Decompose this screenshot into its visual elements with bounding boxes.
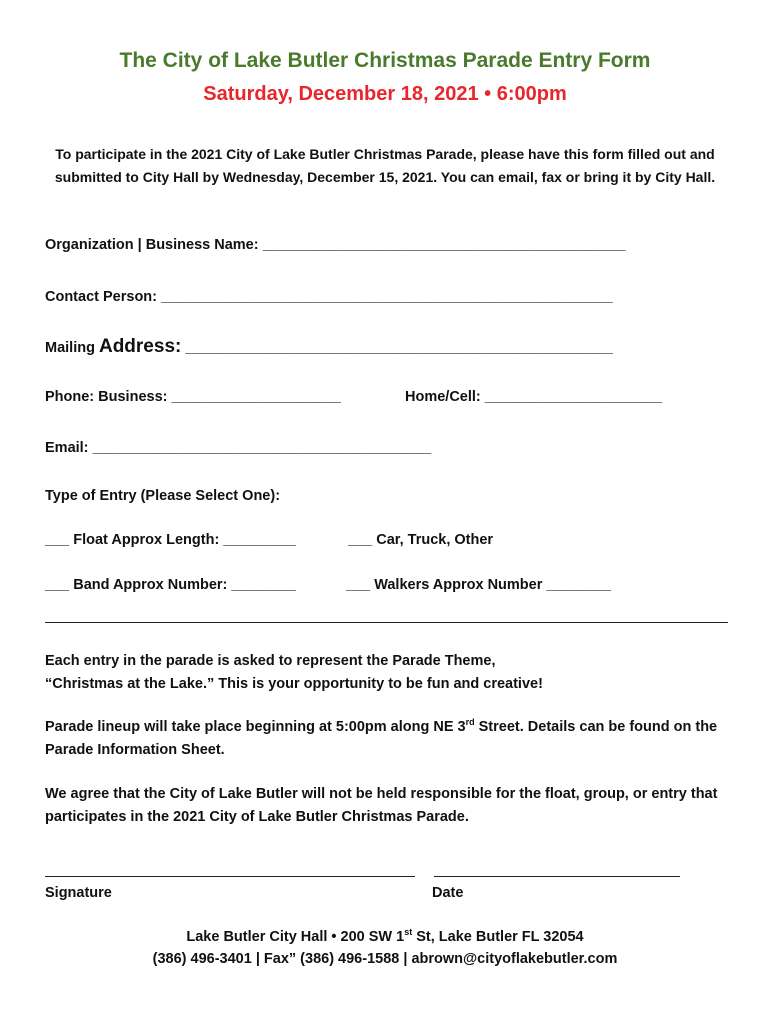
form-title: The City of Lake Butler Christmas Parade Entry Form: [119, 49, 651, 72]
theme-line-2: “Christmas at the Lake.” This is your opportunity to be fun and creative!: [45, 676, 543, 692]
footer-ordinal: st: [404, 927, 413, 937]
mailing-address-label: Address:: [98, 336, 182, 357]
lineup-paragraph: [45, 716, 735, 762]
intro-text: To participate in the 2021 City of Lake Butler Christmas Parade, please have this form filled out and submitted to City Hall by Wednesday, December 15, 2021. You can email, fax or bring it by City Hall.: [54, 146, 716, 185]
event-date-time: Saturday, December 18, 2021 • 6:00pm: [203, 83, 567, 105]
theme-line-1: Each entry in the parade is asked to represent the Parade Theme,: [45, 653, 496, 669]
band-option[interactable]: ___ Band Approx Number: ________: [45, 577, 296, 593]
theme-paragraph: [45, 650, 735, 696]
email-field[interactable]: Email: __________________________________________: [45, 440, 432, 456]
lineup-text-b: Street. Details can be found on the Parade Information Sheet.: [45, 719, 718, 758]
entry-type-heading: Type of Entry (Please Select One):: [45, 488, 281, 504]
mailing-prefix: Mailing: [45, 340, 99, 356]
car-truck-option[interactable]: ___ Car, Truck, Other: [348, 532, 494, 548]
date-line[interactable]: [434, 876, 680, 877]
float-option[interactable]: ___ Float Approx Length: _________: [45, 532, 296, 548]
section-divider: [45, 622, 728, 623]
signature-line[interactable]: [45, 876, 415, 877]
date-label: Date: [432, 885, 464, 901]
footer-address: [0, 929, 770, 945]
mailing-address-line: _____________________________________________________: [181, 340, 613, 356]
footer-address-b: St, Lake Butler FL 32054: [412, 929, 584, 945]
footer-address-a: Lake Butler City Hall • 200 SW 1: [186, 929, 405, 945]
footer-contact: (386) 496-3401 | Fax” (386) 496-1588 | abrown@cityoflakebutler.com: [152, 951, 618, 967]
phone-business-field[interactable]: Phone: Business: _____________________: [45, 389, 341, 405]
walkers-option[interactable]: ___ Walkers Approx Number ________: [346, 577, 611, 593]
organization-field[interactable]: Organization | Business Name: _____________________________________________: [45, 237, 626, 253]
contact-person-field[interactable]: Contact Person: ________________________________________________________: [45, 289, 613, 305]
signature-label: Signature: [45, 885, 112, 901]
mailing-address-field[interactable]: [45, 336, 613, 358]
liability-paragraph: We agree that the City of Lake Butler will not be held responsible for the float, group, or entry that participates in the 2021 City of Lake Butler Christmas Parade.: [45, 786, 718, 825]
phone-home-cell-field[interactable]: Home/Cell: ______________________: [405, 389, 663, 405]
lineup-ordinal: rd: [465, 717, 475, 727]
lineup-text-a: Parade lineup will take place beginning at 5:00pm along NE 3: [45, 719, 466, 735]
